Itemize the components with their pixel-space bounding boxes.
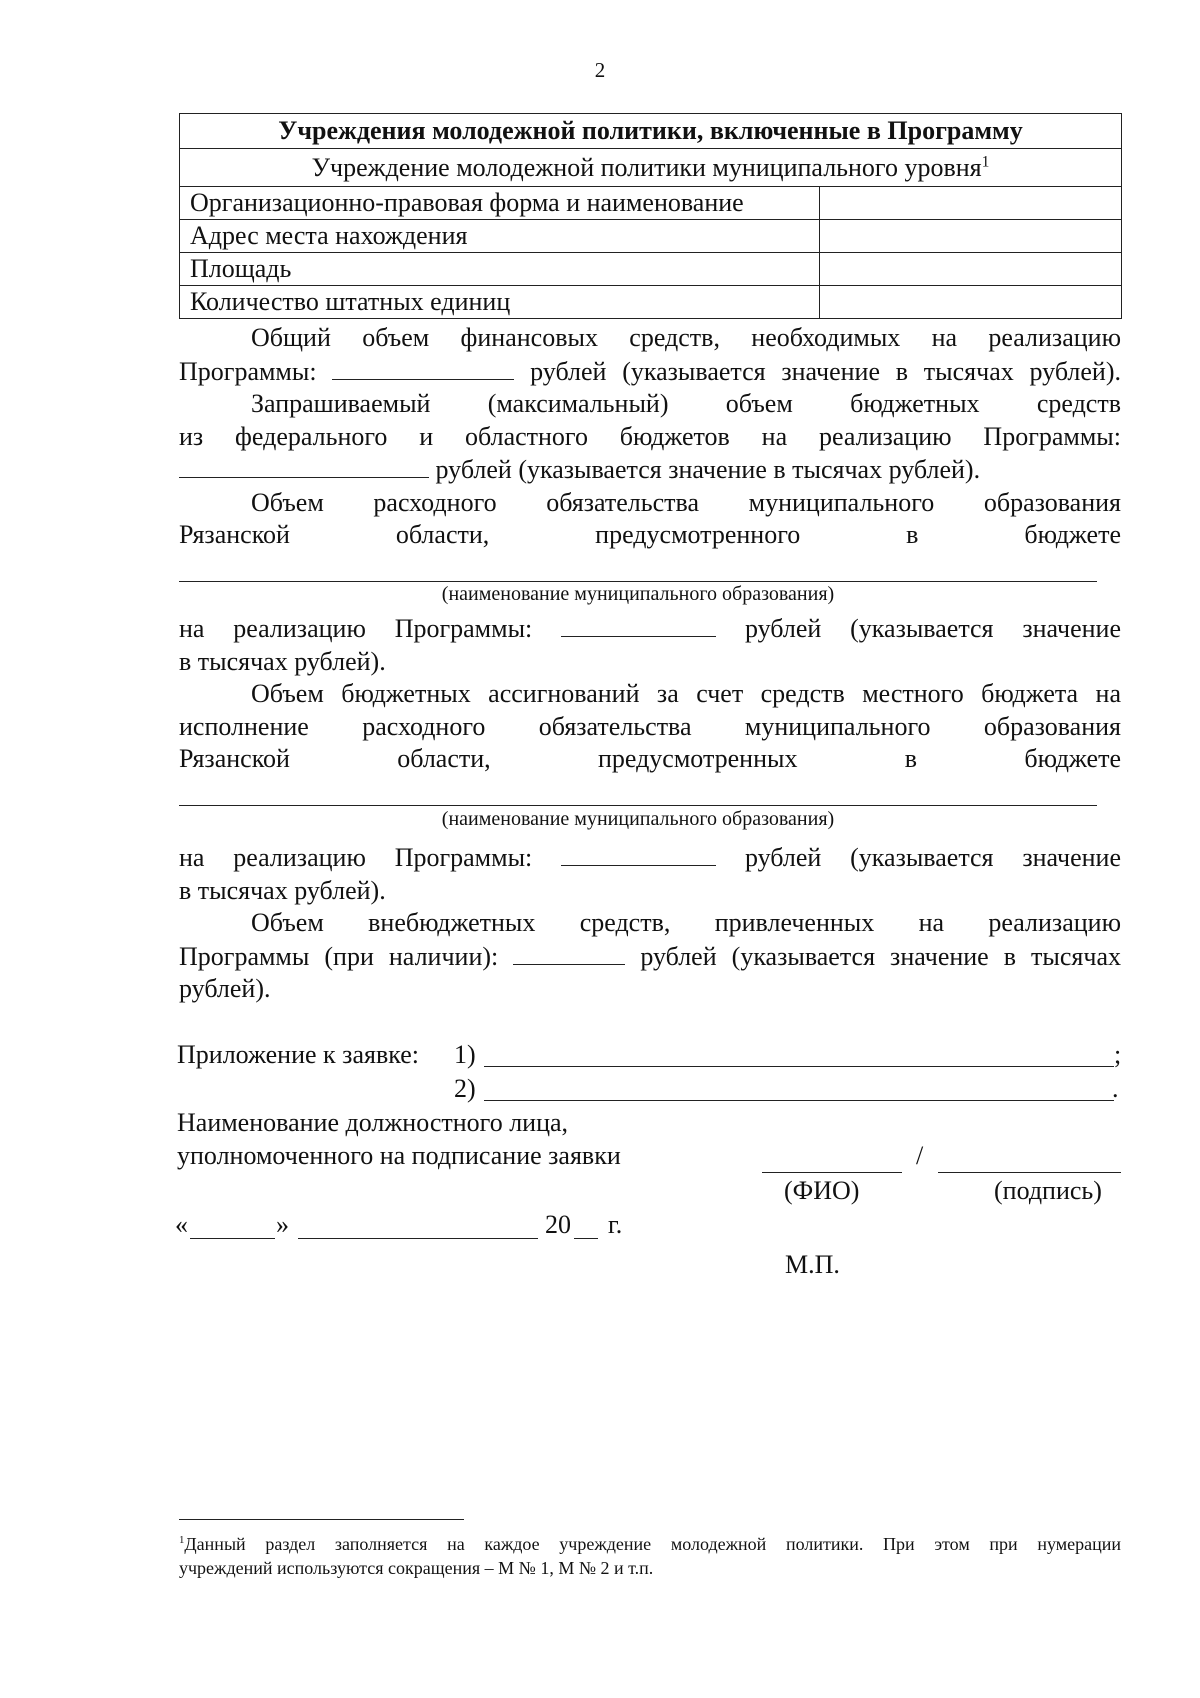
fio-caption: (ФИО)	[784, 1176, 860, 1205]
assignments-line-4	[179, 841, 1121, 875]
extra-funds-line-2	[179, 940, 1121, 974]
attachments-label: Приложение к заявке:	[177, 1040, 419, 1069]
date-open-quote: «	[175, 1210, 188, 1239]
fio-line[interactable]	[762, 1172, 902, 1173]
requested-funds-line-1: Запрашиваемый (максимальный) объем бюджетных средств	[251, 389, 1121, 418]
row-label-address: Адрес места нахождения	[180, 220, 820, 253]
municipality-name-line-2[interactable]	[179, 805, 1097, 806]
attachment-item-2-number: 2)	[454, 1074, 476, 1103]
obligation-unit: рублей (указывается значение	[744, 614, 1121, 643]
total-funds-line-2	[179, 355, 1121, 389]
extra-funds-label: Программы (при наличии):	[179, 941, 499, 971]
extra-funds-blank[interactable]	[513, 940, 625, 965]
footnote-separator	[179, 1519, 464, 1520]
requested-funds-line-3	[179, 453, 1121, 487]
assignments-line-2: исполнение расходного обязательства муниципального образования	[179, 711, 1121, 741]
attachment-item-2-line[interactable]	[484, 1100, 1114, 1101]
date-year-suffix: г.	[608, 1210, 623, 1239]
funding-block-1	[179, 322, 1121, 552]
table-subheader	[180, 149, 1122, 187]
page-number: 2	[594, 58, 606, 82]
stamp-place: М.П.	[785, 1250, 840, 1279]
attachment-item-1-number: 1)	[454, 1040, 476, 1069]
official-title-line-2: уполномоченного на подписание заявки	[177, 1141, 621, 1170]
table-row	[180, 253, 1122, 286]
footnote-line-1	[179, 1532, 1121, 1556]
assignments-line-3: Рязанской области, предусмотренных в бюджете	[179, 744, 1121, 773]
assignments-label: на реализацию Программы:	[179, 843, 533, 872]
assignments-line-5: в тысячах рублей).	[179, 875, 386, 905]
signature-slash: /	[916, 1141, 924, 1170]
footnote-text-1: Данный раздел заполняется на каждое учреждение молодежной политики. При этом при нумерации	[184, 1534, 1121, 1554]
date-close-quote: »	[276, 1210, 289, 1239]
municipality-caption-2: (наименование муниципального образования)	[441, 808, 835, 830]
table-row	[180, 187, 1122, 220]
requested-funds-blank[interactable]	[179, 453, 429, 478]
institutions-table	[179, 113, 1122, 319]
date-year-prefix: 20	[545, 1210, 571, 1239]
footnote-ref: 1	[981, 153, 990, 171]
funding-block-2	[179, 612, 1121, 776]
extra-funds-line-1: Объем внебюджетных средств, привлеченных на реализацию	[251, 908, 1121, 937]
attachment-item-1-end: ;	[1114, 1040, 1122, 1069]
table-header-row	[180, 114, 1122, 149]
obligation-blank[interactable]	[561, 612, 716, 637]
obligation-label: на реализацию Программы:	[179, 614, 533, 643]
table-row	[180, 286, 1122, 319]
extra-funds-unit: рублей (указывается значение в тысячах	[640, 941, 1121, 971]
total-funds-unit: рублей (указывается значение в тысячах рублей).	[530, 356, 1121, 386]
municipality-caption-1: (наименование муниципального образования)	[441, 583, 835, 605]
attachment-item-1-line[interactable]	[484, 1066, 1114, 1067]
row-label-staff: Количество штатных единиц	[180, 286, 820, 319]
row-label-area: Площадь	[180, 253, 820, 286]
date-year-line[interactable]	[574, 1238, 598, 1239]
requested-funds-unit: рублей (указывается значение в тысячах рублей).	[435, 455, 981, 484]
obligation-line-1: Объем расходного обязательства муниципального образования	[251, 487, 1121, 517]
obligation-line-4: в тысячах рублей).	[179, 646, 386, 676]
table-row	[180, 220, 1122, 253]
table-subheader-row	[180, 149, 1122, 187]
obligation-line-3	[179, 612, 1121, 646]
official-title-line-1: Наименование должностного лица,	[177, 1108, 569, 1137]
assignments-blank[interactable]	[561, 841, 716, 866]
row-value-form[interactable]	[820, 187, 1122, 220]
assignments-line-1: Объем бюджетных ассигнований за счет средств местного бюджета на	[251, 679, 1121, 708]
signature-line[interactable]	[938, 1172, 1121, 1173]
footnote-line-2: учреждений используются сокращения – М № 1, М № 2 и т.п.	[179, 1558, 654, 1578]
date-month-line[interactable]	[298, 1238, 538, 1239]
extra-funds-line-3: рублей).	[179, 974, 271, 1003]
municipality-name-line-1[interactable]	[179, 581, 1097, 582]
attachment-item-2-end: .	[1112, 1074, 1119, 1103]
signature-caption: (подпись)	[994, 1176, 1102, 1205]
row-label-form: Организационно-правовая форма и наименование	[180, 187, 820, 220]
funding-block-3	[179, 841, 1121, 1006]
row-value-area[interactable]	[820, 253, 1122, 286]
obligation-line-2: Рязанской области, предусмотренного в бюджете	[179, 520, 1121, 549]
table-header: Учреждения молодежной политики, включенные в Программу	[180, 114, 1122, 149]
footnote-mark: 1	[179, 1534, 185, 1546]
total-funds-blank[interactable]	[332, 355, 514, 380]
row-value-address[interactable]	[820, 220, 1122, 253]
row-value-staff[interactable]	[820, 286, 1122, 319]
table-subheader-text: Учреждение молодежной политики муниципального уровня	[311, 153, 982, 182]
total-funds-label: Программы:	[179, 356, 317, 386]
total-funds-line-1: Общий объем финансовых средств, необходимых на реализацию	[251, 323, 1121, 352]
footnote	[179, 1532, 1121, 1580]
assignments-unit: рублей (указывается значение	[744, 843, 1121, 872]
requested-funds-line-2: из федерального и областного бюджетов на реализацию Программы:	[179, 421, 1121, 451]
date-day-line[interactable]	[190, 1238, 275, 1239]
